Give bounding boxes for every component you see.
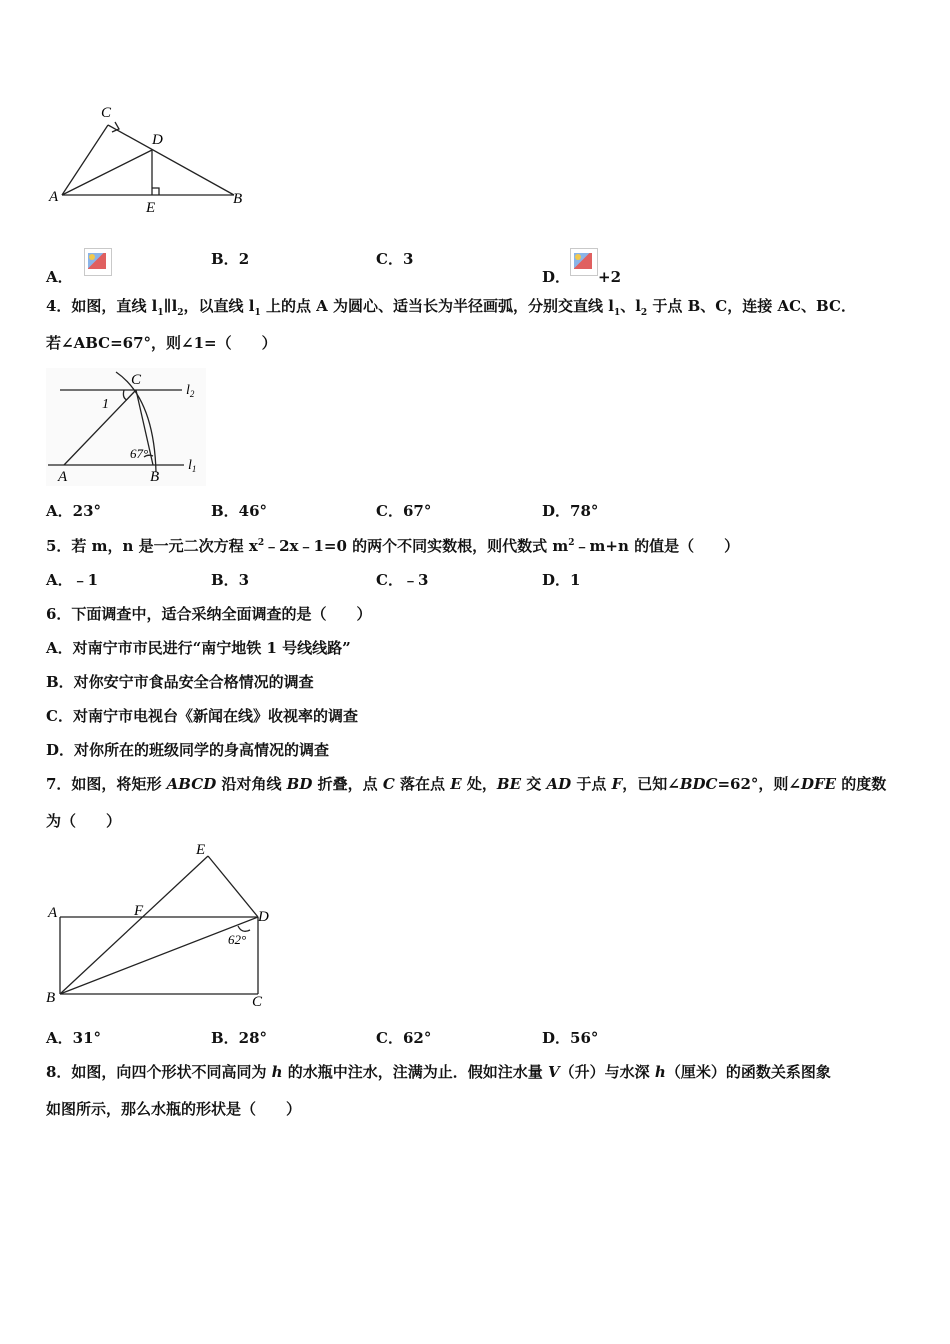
q8-stem-line2: 如图所示，那么水瓶的形状是（ ） bbox=[46, 1100, 302, 1118]
q7-option-d[interactable]: D．56° bbox=[542, 1029, 599, 1047]
placeholder-image-icon bbox=[84, 248, 112, 276]
q4-option-a[interactable]: A．23° bbox=[46, 502, 102, 520]
q6-stem: 6．下面调查中，适合采纳全面调查的是（ ） bbox=[46, 605, 372, 623]
placeholder-image-icon bbox=[570, 248, 598, 276]
q7-option-b[interactable]: B．28° bbox=[211, 1029, 268, 1047]
label-d: D bbox=[258, 909, 269, 925]
q5-option-a[interactable]: A．﹣1 bbox=[46, 571, 99, 589]
label-67: 67° bbox=[130, 446, 149, 461]
q5-option-c[interactable]: C．﹣3 bbox=[376, 571, 429, 589]
q7-option-c[interactable]: C．62° bbox=[376, 1029, 432, 1047]
q7-option-a[interactable]: A．31° bbox=[46, 1029, 102, 1047]
label-c: C bbox=[131, 372, 142, 388]
label-c: C bbox=[101, 105, 112, 121]
label-c: C bbox=[252, 994, 263, 1010]
label-a: A bbox=[48, 905, 58, 921]
q4-stem-line2: 若∠ABC=67°，则∠1=（ ） bbox=[46, 334, 277, 352]
label-l2: $l_2$ bbox=[186, 383, 195, 399]
q5-stem: 5．若 m，n 是一元二次方程 $x^2﹣2x﹣1=0$ 的两个不同实数根，则代数式 $m^2﹣m+n$ 的值是（ ） bbox=[46, 537, 740, 555]
q3-option-c[interactable]: C．3 bbox=[376, 250, 414, 268]
label-62: 62° bbox=[228, 932, 247, 947]
q6-option-c[interactable]: C．对南宁市电视台《新闻在线》收视率的调查 bbox=[46, 707, 358, 725]
q4-option-b[interactable]: B．46° bbox=[211, 502, 268, 520]
label-l1: $l_1$ bbox=[188, 458, 197, 474]
figure-parallel-lines bbox=[46, 368, 206, 486]
q6-option-b[interactable]: B．对你安宁市食品安全合格情况的调查 bbox=[46, 673, 314, 691]
label-a: A bbox=[58, 469, 68, 485]
q8-stem-line1: 8．如图，向四个形状不同高同为 h 的水瓶中注水，注满为止．假如注水量 V（升）与水深 h（厘米）的函数关系图象 bbox=[46, 1063, 831, 1081]
label-b: B bbox=[233, 191, 243, 207]
q3-option-d[interactable]: D． +2 bbox=[542, 248, 621, 287]
label-b: B bbox=[150, 469, 160, 485]
q4-stem-line1: 4．如图，直线 $l_1\parallel l_2$，以直线 $l_1$ 上的点 A 为圆心、适当长为半径画弧，分别交直线 $l_1$、$l_2$ 于点 B、C，连接 AC、BC． bbox=[46, 297, 856, 318]
q4-option-c[interactable]: C．67° bbox=[376, 502, 432, 520]
label-e: E bbox=[146, 200, 156, 216]
label-f: F bbox=[134, 903, 144, 919]
q7-stem-line2: 为（ ） bbox=[46, 812, 122, 830]
figure-triangle-acb bbox=[46, 98, 256, 218]
label-1: 1 bbox=[102, 397, 109, 412]
q3-option-a[interactable]: A． bbox=[46, 248, 112, 287]
q5-option-b[interactable]: B．3 bbox=[211, 571, 250, 589]
q6-option-d[interactable]: D．对你所在的班级同学的身高情况的调查 bbox=[46, 741, 330, 759]
label-b: B bbox=[46, 990, 56, 1006]
q5-option-d[interactable]: D．1 bbox=[542, 571, 581, 589]
figure-folded-rectangle bbox=[46, 840, 272, 1012]
label-a: A bbox=[49, 189, 59, 205]
label-e: E bbox=[196, 842, 206, 858]
q4-option-d[interactable]: D．78° bbox=[542, 502, 599, 520]
q3-option-b[interactable]: B．2 bbox=[211, 250, 250, 268]
label-d: D bbox=[152, 132, 163, 148]
q6-option-a[interactable]: A．对南宁市市民进行“南宁地铁 1 号线线路” bbox=[46, 639, 351, 657]
q7-stem-line1: 7．如图，将矩形 ABCD 沿对角线 BD 折叠，点 C 落在点 E 处，BE 交 AD 于点 F，已知∠BDC=62°，则∠DFE 的度数 bbox=[46, 775, 887, 793]
